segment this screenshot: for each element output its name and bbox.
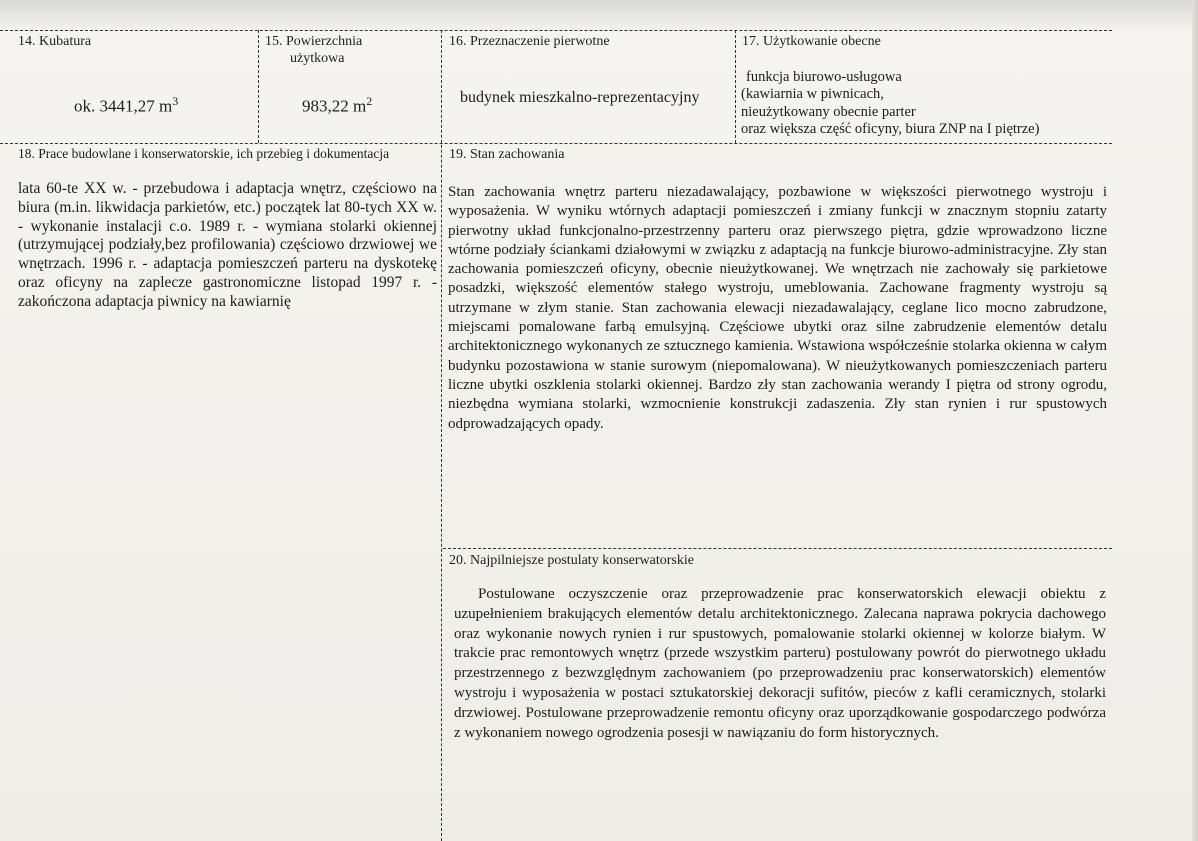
sec15-value-text: 983,22 m xyxy=(302,96,367,116)
sec19-text: Stan zachowania wnętrz parteru niezadawalający, pozbawione w większości pierwotnego wystroju i wyposażenia. W wyniku wtórnych adaptacji pomieszczeń i zmiany funkcji w znacznym stopniu zatarty pierwotny układ funkcjonalno-przestrzenny parteru oraz pierwszego piętra, gdzie wprowadzono liczne wtórne podziały ściankami działowymi w związku z adaptacją na funkcje biurowo-administracyjne. Zły stan zachowania pomieszczeń oficyny, obecnie nieużytkowanej. We wnętrzach nie zachowały się parkietowe posadzki, większość elementów stałego wystroju, umeblowania. Zachowane fragmenty wystroju są utrzymane w złym stanie. Stan zachowania elewacji niezadawalający, ceglane lico mocno zabrudzone, miejscami pomalowane farbą emulsyjną. Częściowe ubytki oraz silne zabrudzenie elementów detalu architektonicznego wykonanych ze sztucznego kamienia. Wstawiona współcześnie stolarka okienna w całym budynku pozostawiona w stanie surowym (niepomalowana). W nieużytkowanych pomieszczeniach parteru liczne ubytki oszklenia stolarki okiennej. Bardzo zły stan zachowania werandy I piętra od strony ogrodu, niezbędna wymiana stolarki, wzmocnienie konstrukcji zadaszenia. Zły stan rynien i rur spustowych odprowadzających opady. xyxy=(448,184,1107,432)
sec14-label: 14. Kubatura xyxy=(18,34,92,49)
sec18-label: 18. Prace budowlane i konserwatorskie, ich przebieg i dokumentacja xyxy=(18,146,390,161)
col-divider-1 xyxy=(258,30,259,143)
scan-top-strip xyxy=(0,0,1198,30)
sec17-line-1: funkcja biurowo-usługowa xyxy=(746,69,902,85)
sec17-label: 17. Użytkowanie obecne xyxy=(742,34,881,49)
sec15-value xyxy=(302,92,372,116)
sec16-label: 16. Przeznaczenie pierwotne xyxy=(449,34,610,49)
top-rule xyxy=(0,30,1112,31)
sec16-value: budynek mieszkalno-reprezentacyjny xyxy=(460,89,700,106)
sec20-text: Postulowane oczyszczenie oraz przeprowadzenie prac konserwatorskich elewacji obiektu z uzupełnieniem brakujących elementów detalu architektonicznego. Zalecana naprawa pokrycia dachowego oraz wykonanie nowych rynien i rur spustowych, pomalowanie stolarki okiennej w kolorze białym. W trakcie prac remontowych wnętrz (przede wszystkim parteru) postulowany powrót do pierwotnego układu przestrzennego z bezwzględnym zachowaniem (po przeprowadzeniu prac konserwatorskich) elementów wystroju i wyposażenia w postaci sztukatorskiej dekoracji sufitów, pieców z kafli ceramicznych, stolarki drzwiowej. Postulowane przeprowadzenie remontu oficyny oraz uporządkowanie gospodarczego podwórza z wykonaniem nowego ogrodzenia posesji w nawiązaniu do form historycznych. xyxy=(454,586,1106,741)
sec17-line-4: oraz większa część oficyny, biura ZNP na I piętrze) xyxy=(741,121,1040,137)
sec15-unit-sup: 2 xyxy=(366,94,373,108)
sec15-label-line2: użytkowa xyxy=(290,51,345,66)
sec15-label-line1: 15. Powierzchnia xyxy=(265,34,363,49)
sec14-value-text: ok. 3441,27 m xyxy=(74,96,173,116)
sec19-label: 19. Stan zachowania xyxy=(449,147,565,162)
col-divider-3 xyxy=(735,30,736,143)
scan-right-edge xyxy=(1192,0,1198,841)
sec14-value xyxy=(74,92,178,116)
sec20-rule xyxy=(443,548,1112,549)
sec14-unit-sup: 3 xyxy=(172,94,179,108)
mid-rule xyxy=(0,143,1112,144)
sec18-text: lata 60-te XX w. - przebudowa i adaptacja wnętrz, częściowo na biura (m.in. likwidacja parkietów, etc.) początek lat 80-tych XX w. - wykonanie instalacji c.o. 1989 r. - wymiana stolarki okiennej (utrzymującej podziały,bez profilowania) częściowo drzwiowej we wnętrzach. 1996 r. - adaptacja pomieszczeń parteru na dyskotekę oraz oficyny na zaplecze gastronomiczne listopad 1997 r. - zakończona adaptacja piwnicy na kawiarnię xyxy=(18,180,437,310)
sec20-label: 20. Najpilniejsze postulaty konserwatorskie xyxy=(449,553,694,568)
sec17-line-2: (kawiarnia w piwnicach, xyxy=(741,86,884,102)
sec17-line-3: nieużytkowany obecnie parter xyxy=(741,104,916,120)
col-divider-2 xyxy=(441,30,442,841)
